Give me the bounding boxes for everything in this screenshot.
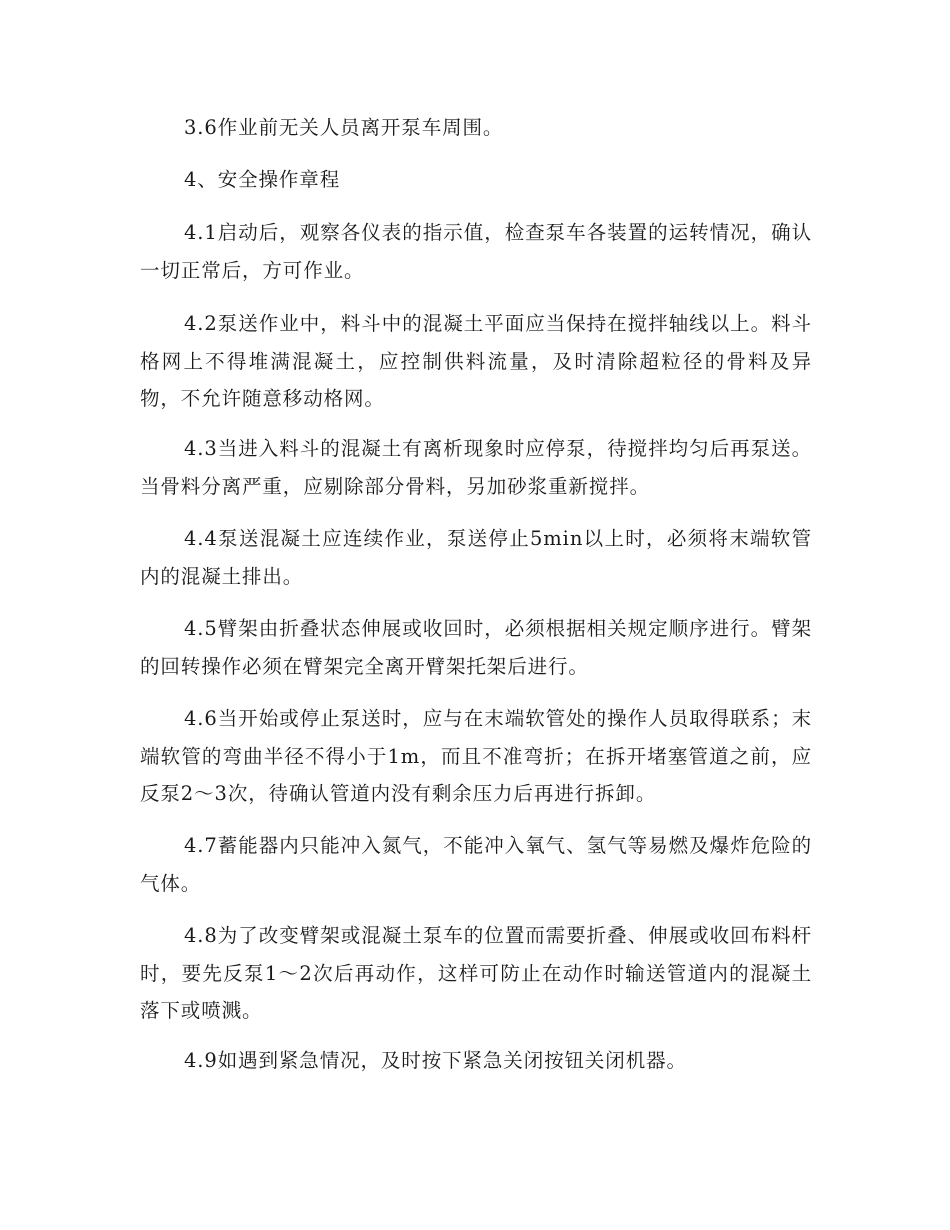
paragraph-text: 4.9如遇到紧急情况，及时按下紧急关闭按钮关闭机器。 [184, 1049, 687, 1072]
paragraph-text: 3.6作业前无关人员离开泵车周围。 [184, 116, 504, 139]
paragraph-4-8 [140, 917, 812, 1030]
paragraph-text: 4.4泵送混凝土应连续作业，泵送停止5min以上时，必须将末端软管内的混凝土排出。 [140, 527, 812, 588]
paragraph-4-1 [140, 214, 812, 289]
paragraph-text: 4.6当开始或停止泵送时，应与在末端软管处的操作人员取得联系；末端软管的弯曲半径不得小于1m，而且不准弯折；在拆开堵塞管道之前，应反泵2～3次，待确认管道内没有剩余压力后再进行拆卸。 [140, 707, 812, 805]
paragraph-4-4 [140, 520, 812, 595]
paragraph-text: 4.8为了改变臂架或混凝土泵车的位置而需要折叠、伸展或收回布料杆时，要先反泵1～2次后再动作，这样可防止在动作时输送管道内的混凝土落下或喷溅。 [140, 924, 812, 1022]
section-heading-4 [140, 161, 812, 199]
paragraph-3-6 [140, 109, 812, 147]
paragraph-text: 4.1启动后，观察各仪表的指示值，检查泵车各装置的运转情况，确认一切正常后，方可作业。 [140, 221, 812, 282]
paragraph-4-2 [140, 305, 812, 418]
heading-text: 4、安全操作章程 [184, 168, 341, 191]
paragraph-4-3 [140, 430, 812, 505]
paragraph-text: 4.5臂架由折叠状态伸展或收回时，必须根据相关规定顺序进行。臂架的回转操作必须在臂架完全离开臂架托架后进行。 [140, 617, 812, 678]
paragraph-text: 4.3当进入料斗的混凝土有离析现象时应停泵，待搅拌均匀后再泵送。当骨料分离严重，应剔除部分骨料，另加砂浆重新搅拌。 [140, 437, 812, 498]
paragraph-text: 4.7蓄能器内只能冲入氮气，不能冲入氧气、氢气等易燃及爆炸危险的气体。 [140, 834, 812, 895]
paragraph-4-5 [140, 610, 812, 685]
paragraph-4-7 [140, 827, 812, 902]
paragraph-4-9 [140, 1042, 812, 1080]
paragraph-4-6 [140, 700, 812, 813]
paragraph-text: 4.2泵送作业中，料斗中的混凝土平面应当保持在搅拌轴线以上。料斗格网上不得堆满混凝土，应控制供料流量，及时清除超粒径的骨料及异物，不允许随意移动格网。 [140, 312, 812, 410]
